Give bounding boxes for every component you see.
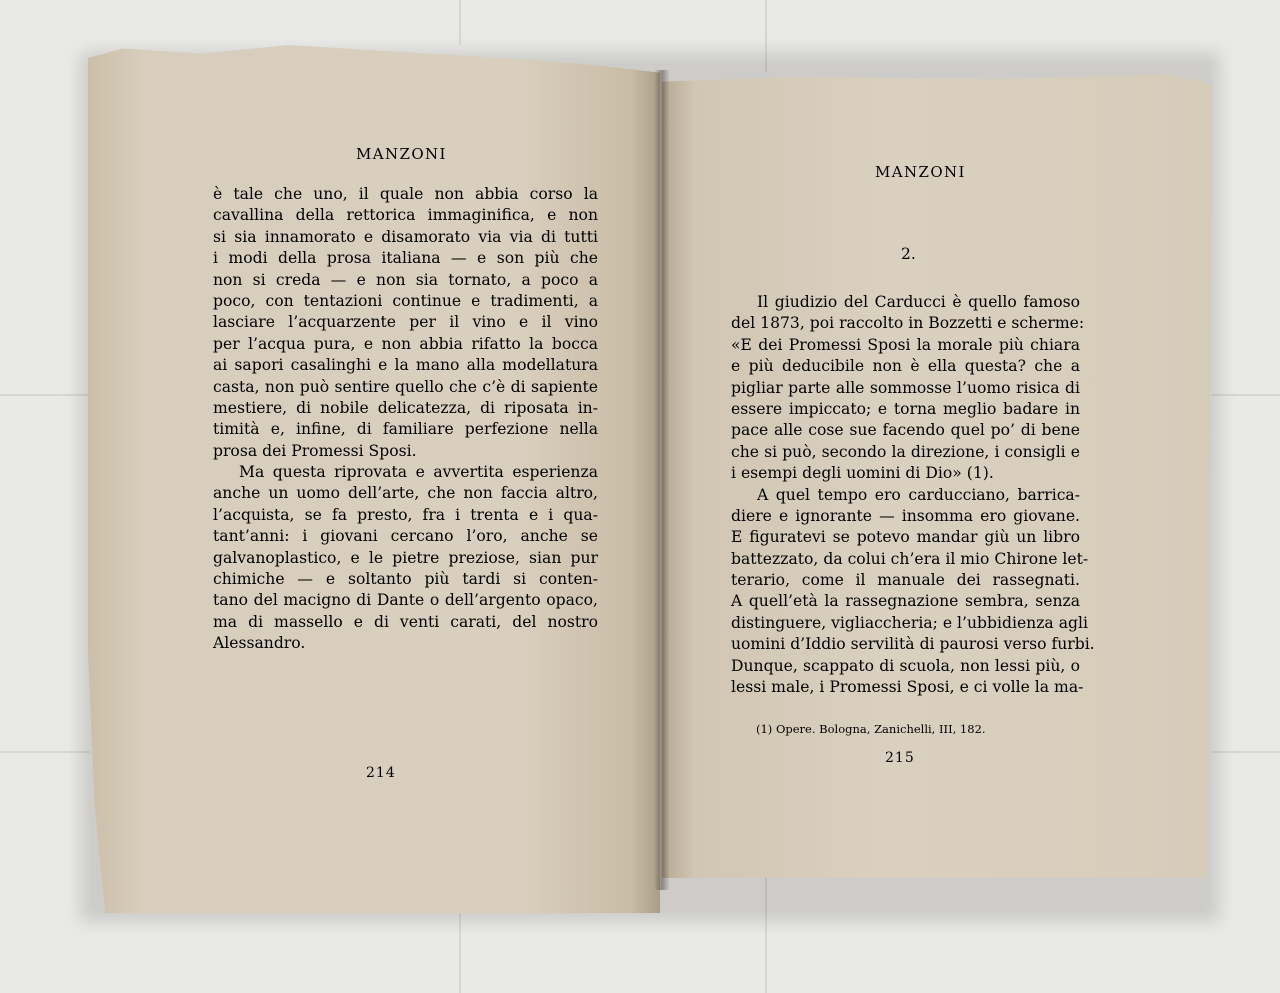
text-line: prosa dei Promessi Sposi.	[213, 441, 417, 460]
text-line: cavallina della rettorica immaginifica, e non	[213, 206, 598, 225]
footnote: (1) Opere. Bologna, Zanichelli, III, 182.	[756, 722, 986, 736]
text-line: l’acquista, se fa presto, fra i trenta e i qua-	[213, 505, 598, 524]
text-line: Ma questa riprovata e avvertita esperienza	[239, 463, 598, 482]
text-line: essere impiccato; e torna meglio badare in	[731, 399, 1080, 418]
book-gutter	[655, 70, 669, 890]
text-line: poco, con tentazioni continue e tradimenti, a	[213, 291, 598, 310]
text-line: tant’anni: i giovani cercano l’oro, anche se	[213, 527, 598, 546]
text-line: del 1873, poi raccolto in Bozzetti e scherme:	[731, 314, 1085, 333]
text-line: battezzato, da colui ch’era il mio Chirone let-	[731, 549, 1089, 568]
left-page-number: 214	[366, 765, 396, 781]
section-number: 2.	[901, 245, 916, 263]
left-running-head: MANZONI	[356, 145, 447, 163]
text-line: non si creda — e non sia tornato, a poco a	[213, 270, 598, 289]
text-line: timità e, infine, di familiare perfezione nella	[213, 420, 598, 439]
text-line: e più deducibile non è ella questa? che a	[731, 357, 1080, 376]
text-line: pace alle cose sue facendo quel po’ di bene	[731, 421, 1080, 440]
text-line: si sia innamorato e disamorato via via di tutti	[213, 227, 598, 246]
text-line: E figuratevi se potevo mandar giù un libro	[731, 528, 1080, 547]
right-running-head: MANZONI	[875, 163, 966, 181]
text-line: Dunque, scappato di scuola, non lessi più, o	[731, 656, 1080, 675]
text-line: ma di massello e di venti carati, del nostro	[213, 612, 598, 631]
right-body-text	[731, 292, 1095, 698]
text-line: terario, come il manuale dei rassegnati.	[731, 571, 1080, 590]
text-line: galvanoplastico, e le pietre preziose, sian pur	[213, 548, 598, 567]
text-line: pigliar parte alle sommosse l’uomo risica di	[731, 378, 1080, 397]
text-line: A quel tempo ero carducciano, barrica-	[757, 485, 1080, 504]
right-page-number: 215	[885, 750, 915, 766]
text-line: distinguere, vigliaccheria; e l’ubbidienza agli	[731, 613, 1088, 632]
text-line: chimiche — e soltanto più tardi si conten-	[213, 570, 598, 589]
text-line: mestiere, di nobile delicatezza, di riposata in-	[213, 398, 598, 417]
text-line: anche un uomo dell’arte, che non faccia altro,	[213, 484, 598, 503]
text-line: diere e ignorante — insomma ero giovane.	[731, 506, 1080, 525]
text-line: Alessandro.	[213, 634, 306, 653]
text-line: i modi della prosa italiana — e son più che	[213, 249, 598, 268]
text-line: A quell’età la rassegnazione sembra, senza	[731, 592, 1080, 611]
text-line: casta, non può sentire quello che c’è di sapiente	[213, 377, 598, 396]
text-line: ai sapori casalinghi e la mano alla modellatura	[213, 356, 598, 375]
text-line: tano del macigno di Dante o dell’argento opaco,	[213, 591, 598, 610]
text-line: lasciare l’acquarzente per il vino e il vino	[213, 313, 598, 332]
text-line: Il giudizio del Carducci è quello famoso	[757, 293, 1080, 311]
text-line: i esempi degli uomini di Dio» (1).	[731, 464, 994, 483]
left-body-text	[213, 184, 598, 655]
text-line: che si può, secondo la direzione, i consigli e	[731, 442, 1080, 461]
text-line: per l’acqua pura, e non abbia rifatto la bocca	[213, 334, 598, 353]
text-line: «E dei Promessi Sposi la morale più chiara	[731, 335, 1080, 354]
text-line: lessi male, i Promessi Sposi, e ci volle la ma-	[731, 678, 1084, 697]
text-line: è tale che uno, il quale non abbia corso la	[213, 185, 598, 203]
text-line: uomini d’Iddio servilità di paurosi verso furbi.	[731, 635, 1095, 654]
